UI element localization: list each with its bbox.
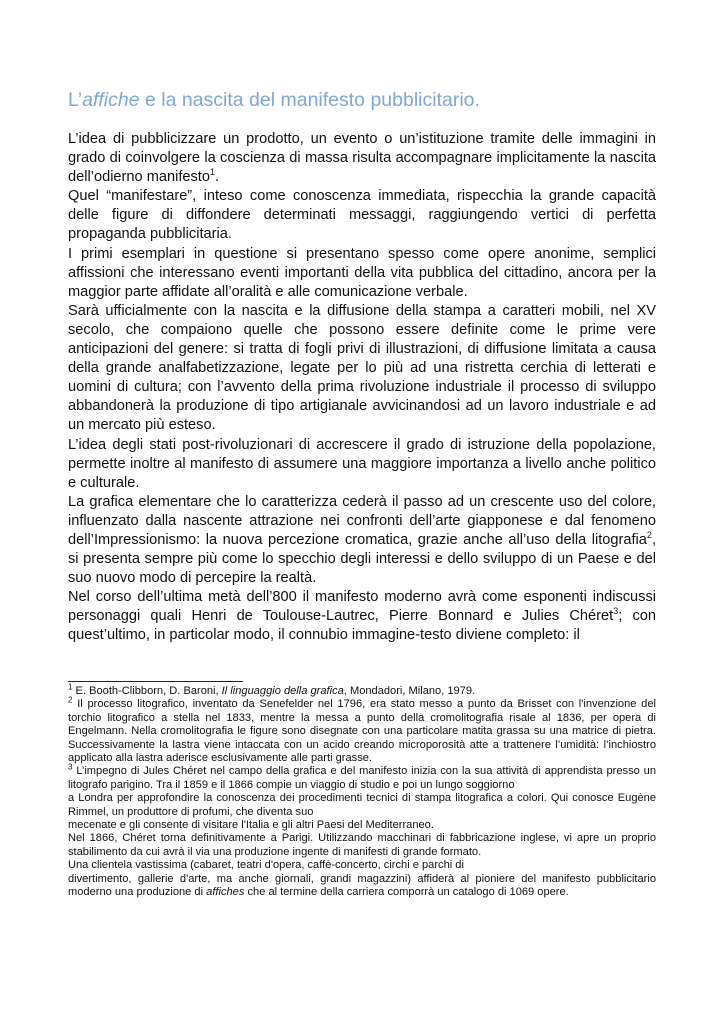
paragraph-3: I primi esemplari in questione si presentano spesso come opere anonime, semplici affissioni che interessano eventi importanti della vita pubblica del cittadino, ancora per la maggior parte affidate all’oralità e alle comunicazione verbale. bbox=[68, 245, 656, 300]
paragraph-7: Nel corso dell’ultima metà dell’800 il manifesto moderno avrà come esponenti indiscussi personaggi quali Henri de Toulouse-Lautrec, Pierre Bonnard e Julies Chéret$^3$; con quest’ultimo, in particolar modo, il connubio immagine-testo diviene completo: il bbox=[68, 589, 657, 644]
footnote-3-line-5: Una clientela vastissima (cabaret, teatri d'opera, caffè-concerto, circhi e parchi di bbox=[68, 859, 464, 872]
footnote-ref-1: 1 bbox=[209, 167, 215, 178]
footnote-3-line-4: Nel 1866, Chéret torna definitivamente a Parigi. Utilizzando macchinari di fabbricazione inglese, vi apre un proprio stabilimento da cui avrà il via una produzione ingente di manifesti di grande formato. bbox=[68, 832, 656, 858]
footnote-divider bbox=[68, 681, 243, 682]
document-title bbox=[68, 88, 656, 112]
paragraph-1: L’idea di pubblicizzare un prodotto, un evento o un’istituzione tramite delle immagini in grado di coinvolgere la coscienza di massa risulta accompagnare implicitamente la nascita dell’odierno manifesto$^1$. bbox=[68, 131, 656, 186]
footnote-3-line-6: divertimento, gallerie d'arte, ma anche giornali, grandi magazzini) affiderà al pioniere del manifesto pubblicitario moderno una produzione di affiches che al termine della carriera comporrà un catalogo di 1069 opere. bbox=[68, 872, 656, 899]
title-italic-word: affiche bbox=[82, 89, 140, 111]
title-rest: e la nascita del manifesto pubblicitario. bbox=[139, 89, 480, 111]
body-text bbox=[68, 130, 656, 646]
paragraph-2: Quel “manifestare”, inteso come conoscenza immediata, rispecchia la grande capacità delle figure di diffondere determinati messaggi, raggiungendo vertici di perfetta propaganda pubblicitaria. bbox=[68, 188, 656, 243]
footnote-2: $^2$ Il processo litografico, inventato da Senefelder nel 1796, era stato messo a punto da Brisset con l'invenzione del torchio litografico a stella nel 1833, mentre la messa a punto della cromolitografia risale al 1836, per opera di Engelmann. Nella cromolitografia le figure sono disegnate con una particolare matita grassa su una matrice di pietra. Successivamente la lastra viene intaccata con un acido creando microporosità atte a trattenere l’umidità: l’inchiostro applicato alla lastra aderisce esclusivamente alle parti grasse. bbox=[68, 695, 656, 765]
document-page bbox=[68, 0, 656, 646]
paragraph-4: Sarà ufficialmente con la nascita e la diffusione della stampa a caratteri mobili, nel XV secolo, che compaiono quelle che possono essere definite come le prime vere anticipazioni del genere: si tratta di fogli privi di illustrazioni, di diffusione limitata a causa della grande analfabetizzazione, legate per lo più ad una ristretta cerchia di letterati e uomini di cultura; con l’avvento della prima rivoluzione industriale il processo di sviluppo abbandonerà la produzione di tipo artigianale avvicinandosi ad un lavoro industriale e ad un mercato più esteso. bbox=[68, 302, 656, 434]
footnote-ref-2: 2 bbox=[646, 530, 652, 541]
footnote-3-line-3: mecenate e gli consente di visitare l'Italia e gli altri Paesi del Mediterraneo. bbox=[68, 819, 434, 832]
footnotes bbox=[68, 682, 656, 900]
title-prefix: L’ bbox=[68, 89, 83, 111]
footnote-ref-3: 3 bbox=[613, 606, 619, 617]
paragraph-5: L’idea degli stati post-rivoluzionari di accrescere il grado di istruzione della popolazione, permette inoltre al manifesto di assumere una maggiore importanza a livello anche politico e culturale. bbox=[68, 436, 656, 491]
paragraph-6: La grafica elementare che lo caratterizza cederà il passo ad un crescente uso del colore, influenzato dalla nascente attrazione nei confronti dell’arte giapponese e dal fenomeno dell’Impressionismo: la nuova percezione cromatica, grazie anche all’uso della litografia$^2$, si presenta sempre più come lo specchio degli interessi e dello sviluppo di un Paese e del suo nuovo modo di percepire la realtà. bbox=[68, 493, 656, 587]
footnote-3-line-2: a Londra per approfondire la conoscenza dei procedimenti tecnici di stampa litografica a colori. Qui conosce Eugène Rimmel, un produttore di profumi, che diventa suo bbox=[68, 792, 656, 818]
footnote-1: $^1$ E. Booth-Clibborn, D. Baroni, Il linguaggio della grafica, Mondadori, Milano, 1979. bbox=[68, 682, 476, 697]
footnote-3: $^3$ L’impegno di Jules Chéret nel campo della grafica e del manifesto inizia con la sua attività di apprendista presso un litografo parigino. Tra il 1859 e il 1866 compie un viaggio di studio e poi un lungo soggiorno bbox=[68, 762, 656, 791]
